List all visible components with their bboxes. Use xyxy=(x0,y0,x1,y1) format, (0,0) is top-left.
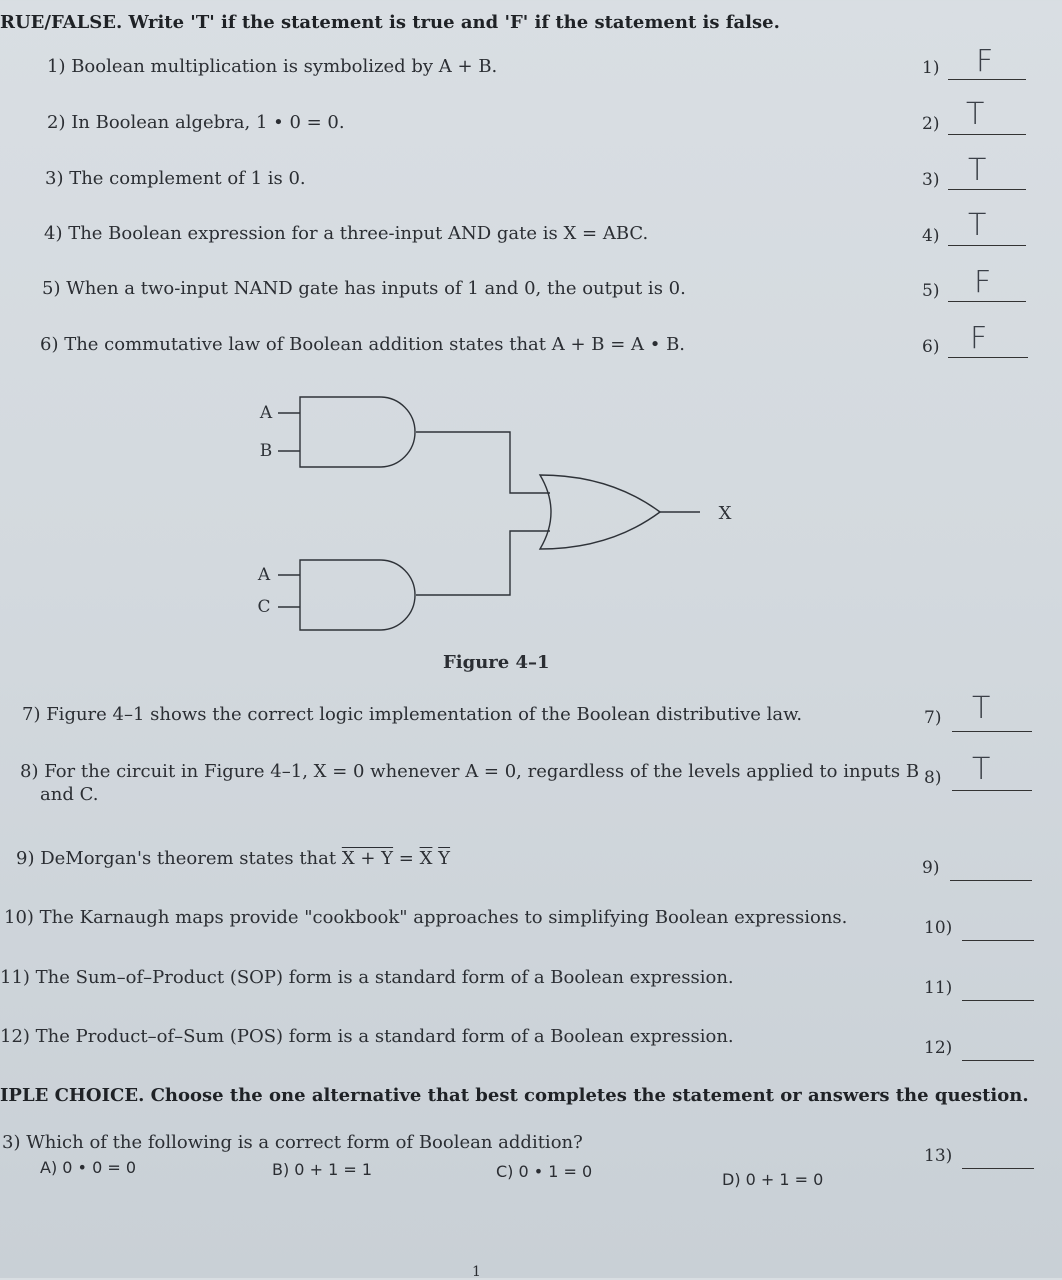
answer-8: T xyxy=(972,752,991,787)
question-1-number: 1) xyxy=(922,58,940,78)
question-2-number: 2) xyxy=(922,114,940,134)
question-12-number: 12) xyxy=(924,1038,953,1058)
question-11-text: 11) The Sum–of–Product (SOP) form is a standard form of a Boolean expression. xyxy=(0,967,734,988)
question-3-number: 3) xyxy=(922,170,940,190)
question-10-number: 10) xyxy=(924,918,953,938)
question-8-text: 8) For the circuit in Figure 4–1, X = 0 whenever A = 0, regardless of the levels applied to inputs B xyxy=(20,761,920,782)
answer-line-2[interactable] xyxy=(948,134,1026,135)
or-gate xyxy=(540,475,660,549)
answer-4: T xyxy=(968,208,987,243)
question-9-prefix: 9) DeMorgan's theorem states that xyxy=(16,848,342,869)
answer-7: T xyxy=(972,691,991,726)
question-10-text: 10) The Karnaugh maps provide "cookbook" approaches to simplifying Boolean expressions. xyxy=(4,907,848,928)
input-label-c: C xyxy=(257,597,271,617)
question-6-number: 6) xyxy=(922,337,940,357)
question-6-text: 6) The commutative law of Boolean addition states that A + B = A • B. xyxy=(40,334,686,355)
question-4-text: 4) The Boolean expression for a three-input AND gate is X = ABC. xyxy=(44,223,649,244)
input-label-b: B xyxy=(259,441,273,461)
answer-line-4[interactable] xyxy=(948,245,1026,246)
option-b[interactable]: B) 0 + 1 = 1 xyxy=(272,1160,372,1179)
section-heading-multiple-choice: IPLE CHOICE. Choose the one alternative that best completes the statement or answers the question. xyxy=(0,1085,1029,1106)
question-2-text: 2) In Boolean algebra, 1 • 0 = 0. xyxy=(47,112,345,133)
output-label-x: X xyxy=(718,503,732,524)
answer-line-10[interactable] xyxy=(962,940,1034,941)
demorgan-equals: = xyxy=(393,848,420,869)
option-a[interactable]: A) 0 • 0 = 0 xyxy=(40,1158,136,1177)
question-1-text: 1) Boolean multiplication is symbolized by A + B. xyxy=(47,56,498,77)
answer-3: T xyxy=(968,153,987,188)
page-number: 1 xyxy=(472,1264,481,1280)
logic-circuit-figure xyxy=(240,385,760,645)
question-3-text: 3) The complement of 1 is 0. xyxy=(45,168,306,189)
answer-line-1[interactable] xyxy=(948,79,1026,80)
answer-line-6[interactable] xyxy=(948,357,1028,358)
question-12-text: 12) The Product–of–Sum (POS) form is a standard form of a Boolean expression. xyxy=(0,1026,734,1047)
question-8-number: 8) xyxy=(924,768,942,788)
answer-line-5[interactable] xyxy=(948,301,1026,302)
answer-6: F xyxy=(970,321,988,356)
answer-line-11[interactable] xyxy=(962,1000,1034,1001)
question-8-text-line2: and C. xyxy=(40,784,99,805)
answer-line-7[interactable] xyxy=(952,731,1032,732)
and-gate-2 xyxy=(300,560,415,630)
question-9-text xyxy=(16,848,450,869)
question-7-text: 7) Figure 4–1 shows the correct logic implementation of the Boolean distributive law. xyxy=(22,704,803,725)
answer-5: F xyxy=(974,265,992,300)
question-9-number: 9) xyxy=(922,858,940,878)
question-13-text: 3) Which of the following is a correct form of Boolean addition? xyxy=(2,1132,583,1153)
input-label-a2: A xyxy=(257,565,271,585)
question-4-number: 4) xyxy=(922,226,940,246)
question-5-number: 5) xyxy=(922,281,940,301)
and-gate-1 xyxy=(300,397,415,467)
answer-line-12[interactable] xyxy=(962,1060,1034,1061)
demorgan-x-bar: $\overline{X}$ xyxy=(419,848,433,869)
question-7-number: 7) xyxy=(924,708,942,728)
option-d[interactable]: D) 0 + 1 = 0 xyxy=(722,1170,824,1189)
answer-1: F xyxy=(976,44,994,79)
answer-line-13[interactable] xyxy=(962,1168,1034,1169)
demorgan-y-bar: $\overline{Y}$ xyxy=(438,848,451,869)
answer-line-8[interactable] xyxy=(952,790,1032,791)
section-heading-true-false: RUE/FALSE. Write 'T' if the statement is true and 'F' if the statement is false. xyxy=(0,12,780,33)
input-label-a1: A xyxy=(259,403,273,423)
answer-line-3[interactable] xyxy=(948,189,1026,190)
option-c[interactable]: C) 0 • 1 = 0 xyxy=(496,1162,593,1181)
question-13-number: 13) xyxy=(924,1146,953,1166)
demorgan-lhs: X + Y xyxy=(341,848,394,869)
answer-2: T xyxy=(966,97,985,132)
wire-and1-to-or xyxy=(416,432,550,493)
answer-line-9[interactable] xyxy=(950,880,1032,881)
question-11-number: 11) xyxy=(924,978,953,998)
figure-caption: Figure 4–1 xyxy=(443,652,550,673)
question-5-text: 5) When a two-input NAND gate has inputs of 1 and 0, the output is 0. xyxy=(42,278,686,299)
wire-and2-to-or xyxy=(416,531,550,595)
